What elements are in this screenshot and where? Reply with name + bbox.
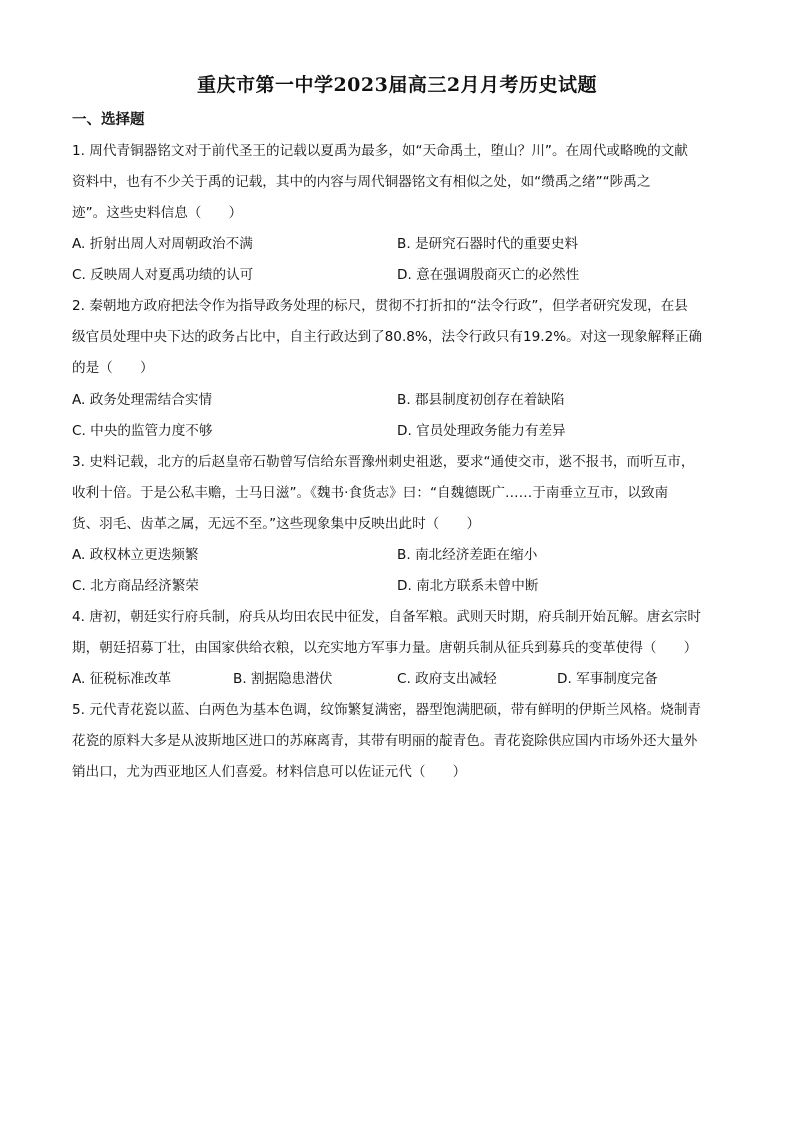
question-1-option-a: A. 折射出周人对周朝政治不满	[72, 236, 253, 252]
question-3-option-d: D. 南北方联系未曾中断	[397, 578, 539, 594]
question-2-option-a: A. 政务处理需结合实情	[72, 392, 213, 408]
question-2-line-2: 级官员处理中央下达的政务占比中，自主行政达到了80.8%，法令行政只有19.2%。对这一现象解释正确	[72, 329, 703, 345]
question-5-line-3: 销出口，尤为西亚地区人们喜爱。材料信息可以佐证元代（ ）	[72, 764, 467, 780]
section-header: 一、选择题	[72, 112, 145, 128]
question-1-option-d: D. 意在强调殷商灭亡的必然性	[397, 267, 580, 283]
question-4-line-2: 期，朝廷招募丁壮，由国家供给衣粮，以充实地方军事力量。唐朝兵制从征兵到募兵的变革使得（ ）	[72, 640, 698, 656]
question-2-option-d: D. 官员处理政务能力有差异	[397, 423, 566, 439]
question-3-option-b: B. 南北经济差距在缩小	[397, 547, 538, 563]
question-1-option-b: B. 是研究石器时代的重要史料	[397, 236, 579, 252]
question-4-option-d: D. 军事制度完备	[557, 671, 658, 687]
question-4-option-a: A. 征税标准改革	[72, 671, 172, 687]
question-1-line-3: 迹”。这些史料信息（ ）	[72, 205, 243, 221]
question-1-line-1: 1. 周代青铜器铭文对于前代圣王的记载以夏禹为最多，如“天命禹土，堕山？川”。在周代或略晚的文献	[72, 143, 688, 159]
question-2-option-c: C. 中央的监管力度不够	[72, 423, 213, 439]
question-3-line-3: 货、羽毛、齿革之属，无远不至。”这些现象集中反映出此时（ ）	[72, 516, 481, 532]
question-4-option-b: B. 割据隐患潜伏	[233, 671, 333, 687]
question-3-option-c: C. 北方商品经济繁荣	[72, 578, 199, 594]
question-2-option-b: B. 郡县制度初创存在着缺陷	[397, 392, 565, 408]
question-3-line-1: 3. 史料记载，北方的后赵皇帝石勒曾写信给东晋豫州刺史祖逖，要求“通使交市，逖不报书，而听互市，	[72, 454, 695, 470]
question-3-option-a: A. 政权林立更迭频繁	[72, 547, 199, 563]
question-4-line-1: 4. 唐初，朝廷实行府兵制，府兵从均田农民中征发，自备军粮。武则天时期，府兵制开始瓦解。唐玄宗时	[72, 609, 702, 625]
question-3-line-2: 收利十倍。于是公私丰赡，士马日滋”。《魏书·食货志》曰：“自魏德既广……于南垂立互市，以致南	[72, 485, 669, 501]
question-2-line-1: 2. 秦朝地方政府把法令作为指导政务处理的标尺，贯彻不打折扣的“法令行政”，但学者研究发现，在县	[72, 298, 688, 314]
question-1-line-2: 资料中，也有不少关于禹的记载，其中的内容与周代铜器铭文有相似之处，如“缵禹之绪”“陟禹之	[72, 174, 651, 190]
question-1-option-c: C. 反映周人对夏禹功绩的认可	[72, 267, 254, 283]
question-4-option-c: C. 政府支出减轻	[397, 671, 497, 687]
page-title: 重庆市第一中学2023届高三2月月考历史试题	[196, 74, 598, 96]
question-5-line-2: 花瓷的原料大多是从波斯地区进口的苏麻离青，其带有明丽的靛青色。青花瓷除供应国内市场外还大量外	[72, 733, 698, 749]
question-2-line-3: 的是（ ）	[72, 360, 154, 376]
question-5-line-1: 5. 元代青花瓷以蓝、白两色为基本色调，纹饰繁复满密，器型饱满肥硕，带有鲜明的伊斯兰风格。烧制青	[72, 702, 702, 718]
